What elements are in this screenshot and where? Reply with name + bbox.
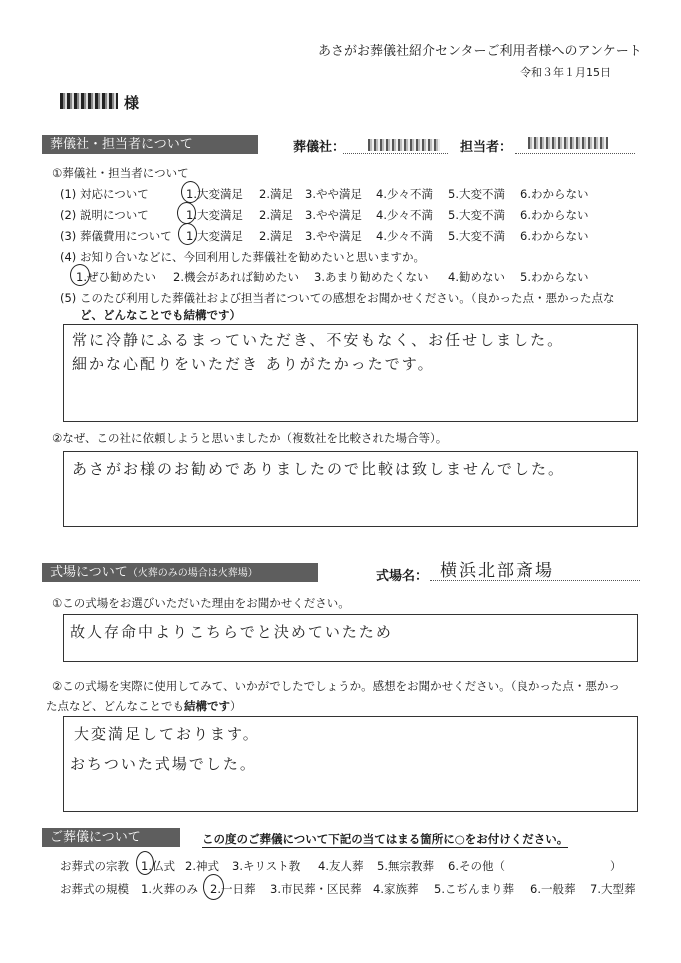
q5-line2: ど、どんなことでも結構です） (80, 308, 241, 322)
row-label: お葬式の宗教 (60, 859, 129, 873)
option: 4.家族葬 (373, 882, 419, 896)
option: 5.大変不満 (448, 208, 505, 222)
option-close: ） (610, 859, 622, 873)
venue-underline (430, 580, 640, 581)
q4-label: (4) お知り合いなどに、今回利用した葬儀社を勧めたいと思いますか。 (60, 250, 425, 264)
option: 6.その他（ (448, 859, 505, 873)
section-funeral-company: 葬儀社・担当者について (42, 135, 258, 154)
option: 5.大変不満 (448, 229, 505, 243)
honorific: 様 (124, 94, 140, 112)
option: 5.無宗教葬 (377, 859, 434, 873)
option: 2.神式 (185, 859, 219, 873)
venue-name: 横浜北部斎場 (440, 561, 554, 581)
option: 3.市民葬・区民葬 (270, 882, 362, 896)
option: 4.友人葬 (318, 859, 364, 873)
option: 4.少々不満 (376, 229, 433, 243)
survey-title: あさがお葬儀社紹介センターご利用者様へのアンケート (318, 44, 642, 59)
q5-line1: (5) このたび利用した葬儀社および担当者についての感想をお聞かせください。（良かった点・悪かった点な (60, 291, 615, 305)
venue-q2-answer-box[interactable] (63, 716, 638, 812)
q2-answer-box[interactable] (63, 451, 638, 527)
selected-circle (181, 181, 200, 203)
q5-answer-line2: 細かな心配りをいただき ありがたかったです。 (72, 355, 435, 373)
option: 1.火葬のみ (141, 882, 198, 896)
company-underline (343, 153, 448, 154)
venue-q1-label: ①この式場をお選びいただいた理由をお聞かせください。 (52, 596, 350, 610)
option: 6.わからない (520, 187, 589, 201)
redacted-company-name (368, 139, 440, 151)
row-label: お葬式の規模 (60, 882, 129, 896)
funeral-instruction: この度のご葬儀について下記の当てはまる箇所に○をお付けください。 (202, 832, 569, 846)
row-label: (1) 対応について (60, 187, 149, 201)
option: 3.やや満足 (305, 229, 362, 243)
redacted-staff-name (528, 137, 608, 149)
option: 1.大変満足 (186, 187, 243, 201)
option: 3.やや満足 (305, 187, 362, 201)
venue-q1-answer-box[interactable] (63, 614, 638, 662)
venue-q2-answer-line2: おちついた式場でした。 (70, 755, 257, 773)
section-funeral: ご葬儀について (42, 828, 180, 847)
option: 2.一日葬 (210, 882, 256, 896)
option: 2.機会があれば勧めたい (173, 270, 299, 284)
survey-date: 令和３年１月15日 (520, 66, 611, 79)
selected-circle (203, 874, 224, 900)
selected-circle (70, 264, 90, 286)
venue-q2-answer-line1: 大変満足しております。 (74, 725, 260, 743)
option: 4.少々不満 (376, 208, 433, 222)
option: 3.キリスト教 (232, 859, 301, 873)
option: 6.わからない (520, 229, 589, 243)
option: 2.満足 (259, 229, 293, 243)
option: 5.わからない (520, 270, 589, 284)
company-label: 葬儀社： (293, 140, 346, 155)
venue-q2-line2: た点など、どんなことでも結構です） (46, 699, 242, 713)
venue-label: 式場名： (376, 569, 429, 584)
option: 2.満足 (259, 208, 293, 222)
q2-answer: あさがお様のお勧めでありましたので比較は致しませんでした。 (72, 460, 566, 478)
option: 4.勧めない (448, 270, 505, 284)
staff-underline (515, 153, 635, 154)
option: 5.こぢんまり葬 (434, 882, 514, 896)
q1-heading: ①葬儀社・担当者について (52, 166, 189, 180)
option: 1.大変満足 (186, 208, 243, 222)
selected-circle (136, 851, 154, 875)
option: 7.大型葬 (590, 882, 636, 896)
selected-circle (178, 223, 197, 245)
redacted-customer-name (60, 93, 118, 109)
venue-q1-answer: 故人存命中よりこちらでと決めていたため (70, 623, 393, 641)
option: 3.あまり勧めたくない (314, 270, 429, 284)
q5-answer-box[interactable] (63, 324, 638, 422)
option: 2.満足 (259, 187, 293, 201)
venue-q2-line1: ②この式場を実際に使用してみて、いかがでしたでしょうか。感想をお聞かせください。（良かった点・悪かっ (52, 679, 620, 693)
option: 6.一般葬 (530, 882, 576, 896)
option: 4.少々不満 (376, 187, 433, 201)
q5-answer-line1: 常に冷静にふるまっていただき、不安もなく、お任せしました。 (72, 331, 565, 349)
option: 1.ぜひ勧めたい (76, 270, 156, 284)
section-venue: 式場について（火葬のみの場合は火葬場） (42, 563, 318, 582)
option: 6.わからない (520, 208, 589, 222)
row-label: (3) 葬儀費用について (60, 229, 172, 243)
selected-circle (177, 202, 196, 224)
staff-label: 担当者： (460, 140, 513, 155)
option: 3.やや満足 (305, 208, 362, 222)
option: 5.大変不満 (448, 187, 505, 201)
row-label: (2) 説明について (60, 208, 149, 222)
q2-label: ②なぜ、この社に依頼しようと思いましたか（複数社を比較された場合等）。 (52, 431, 448, 445)
option: 1.仏式 (141, 859, 175, 873)
option: 1.大変満足 (186, 229, 243, 243)
